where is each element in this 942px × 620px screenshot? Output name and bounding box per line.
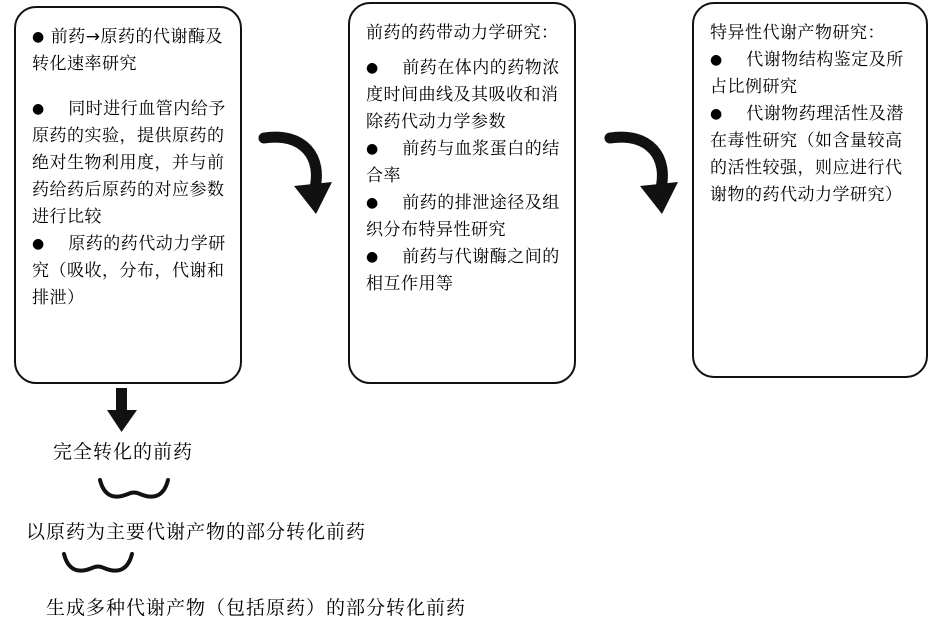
box3-heading: 特异性代谢产物研究： bbox=[710, 23, 885, 43]
curved-arrow-1-icon bbox=[258, 130, 338, 220]
bullet-dot-icon: ● bbox=[710, 106, 723, 122]
bullet-dot-icon: ● bbox=[32, 101, 45, 117]
caption-partial-conversion-multi: 生成多种代谢产物（包括原药）的部分转化前药 bbox=[46, 597, 467, 619]
spacer bbox=[366, 47, 560, 55]
bullet-dot-icon: ● bbox=[366, 249, 379, 265]
spacer bbox=[32, 78, 226, 96]
bullet-dot-icon: ● bbox=[366, 60, 379, 76]
box2-line-4: ● 前药与代谢酶之间的相互作用等 bbox=[366, 247, 560, 294]
bullet-dot-icon: ● bbox=[32, 29, 45, 45]
box2-line-3: ● 前药的排泄途径及组织分布特异性研究 bbox=[366, 193, 560, 240]
box2-heading: 前药的药带动力学研究： bbox=[366, 23, 559, 43]
prodrug-enzyme-box bbox=[14, 6, 242, 384]
box1-line-2: ● 同时进行血管内给予原药的实验，提供原药的绝对生物利用度，并与前药给药后原药的对应参数进行比较 bbox=[32, 99, 226, 227]
caption-partial-conversion-main: 以原药为主要代谢产物的部分转化前药 bbox=[26, 521, 367, 543]
box3-line-2: ● 代谢物药理活性及潜在毒性研究（如含量较高的活性较强，则应进行代谢物的药代动力学研究） bbox=[710, 104, 904, 205]
bullet-dot-icon: ● bbox=[32, 236, 45, 252]
bullet-dot-icon: ● bbox=[366, 195, 379, 211]
down-arrow-icon bbox=[104, 388, 140, 432]
bullet-dot-icon: ● bbox=[366, 141, 379, 157]
box2-line-1: ● 前药在体内的药物浓度时间曲线及其吸收和消除药代动力学参数 bbox=[366, 58, 560, 132]
pharmacokinetics-box bbox=[348, 2, 576, 384]
metabolite-box bbox=[692, 2, 928, 378]
caption-full-conversion: 完全转化的前药 bbox=[53, 441, 194, 463]
box2-line-2: ● 前药与血浆蛋白的结合率 bbox=[366, 139, 560, 186]
brace-1-icon bbox=[98, 478, 172, 504]
box3-line-1: ● 代谢物结构鉴定及所占比例研究 bbox=[710, 50, 904, 97]
box1-line-3: ● 原药的药代动力学研究（吸收，分布，代谢和排泄） bbox=[32, 234, 226, 308]
bullet-dot-icon: ● bbox=[710, 52, 723, 68]
curved-arrow-2-icon bbox=[604, 130, 684, 220]
box1-line-1: ● 前药→原药的代谢酶及转化速率研究 bbox=[32, 27, 223, 74]
brace-2-icon bbox=[62, 552, 136, 578]
